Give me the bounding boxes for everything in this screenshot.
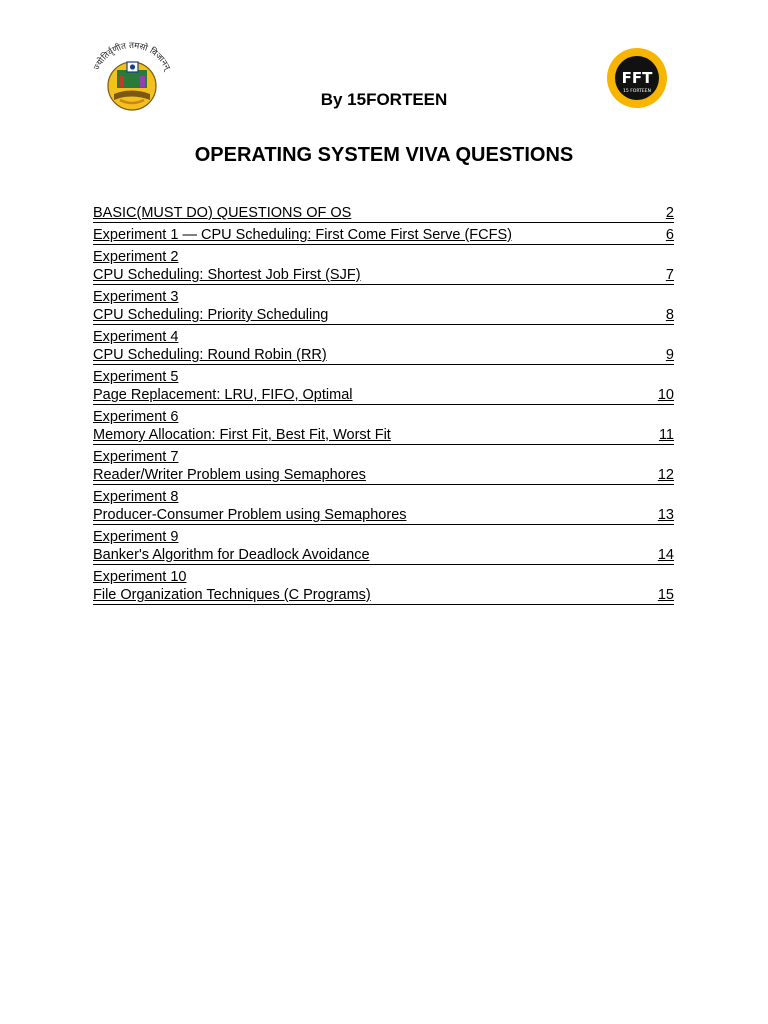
toc-entry-page-number: 7 <box>665 267 674 283</box>
table-of-contents <box>93 204 674 608</box>
toc-entry-page-number: 13 <box>657 507 674 523</box>
toc-entry-title: Experiment 1 — CPU Scheduling: First Come First Serve (FCFS) <box>93 227 512 243</box>
toc-entry-page-number: 12 <box>657 467 674 483</box>
toc-entry-row <box>93 306 674 324</box>
toc-entry[interactable] <box>93 528 674 565</box>
toc-entry-page-number: 10 <box>657 387 674 403</box>
toc-entry-title: CPU Scheduling: Round Robin (RR) <box>93 347 327 363</box>
byline: By 15FORTEEN <box>320 90 448 109</box>
toc-entry[interactable] <box>93 448 674 485</box>
toc-entry[interactable] <box>93 248 674 285</box>
toc-entry-heading: Experiment 7 <box>93 449 179 465</box>
toc-entry-page-number: 11 <box>658 427 674 443</box>
toc-entry-page-number: 14 <box>657 547 674 563</box>
toc-entry[interactable] <box>93 488 674 525</box>
toc-entry-row <box>93 266 674 284</box>
toc-entry[interactable] <box>93 204 674 223</box>
toc-entry-heading: Experiment 9 <box>93 529 179 545</box>
toc-entry[interactable] <box>93 288 674 325</box>
toc-entry-heading: Experiment 5 <box>93 369 179 385</box>
toc-entry[interactable] <box>93 568 674 605</box>
toc-entry-heading: Experiment 2 <box>93 249 179 265</box>
toc-entry-title: Banker's Algorithm for Deadlock Avoidance <box>93 547 370 563</box>
fft-logo-text: FFT <box>621 69 653 87</box>
document-title: OPERATING SYSTEM VIVA QUESTIONS <box>194 144 574 166</box>
toc-entry-page-number: 2 <box>665 205 674 221</box>
toc-entry-title: Reader/Writer Problem using Semaphores <box>93 467 366 483</box>
toc-entry[interactable] <box>93 408 674 445</box>
toc-entry-heading: Experiment 6 <box>93 409 179 425</box>
toc-entry-row <box>93 226 674 244</box>
fft-logo-subtext: 15 FORTEEN <box>623 89 651 94</box>
toc-entry-heading: Experiment 8 <box>93 489 179 505</box>
toc-entry-row <box>93 346 674 364</box>
toc-entry[interactable] <box>93 328 674 365</box>
toc-entry[interactable] <box>93 368 674 405</box>
toc-entry-page-number: 8 <box>665 307 674 323</box>
toc-entry-row <box>93 386 674 404</box>
toc-entry-title: Producer-Consumer Problem using Semaphores <box>93 507 407 523</box>
toc-entry-row <box>93 466 674 484</box>
university-motto: ज्योतिर्वृणीत तमसो विजानन् <box>92 40 172 72</box>
toc-entry-title: Page Replacement: LRU, FIFO, Optimal <box>93 387 353 403</box>
toc-entry-title: Memory Allocation: First Fit, Best Fit, Worst Fit <box>93 427 391 443</box>
toc-entry-title: File Organization Techniques (C Programs) <box>93 587 371 603</box>
toc-entry-row <box>93 426 674 444</box>
toc-entry-heading: Experiment 10 <box>93 569 187 585</box>
toc-entry-row <box>93 204 674 222</box>
toc-entry[interactable] <box>93 226 674 245</box>
toc-entry-heading: Experiment 4 <box>93 329 179 345</box>
toc-entry-page-number: 15 <box>657 587 674 603</box>
toc-entry-row <box>93 506 674 524</box>
toc-entry-title: CPU Scheduling: Priority Scheduling <box>93 307 329 323</box>
toc-entry-title: BASIC(MUST DO) QUESTIONS OF OS <box>93 205 352 221</box>
toc-entry-page-number: 9 <box>665 347 674 363</box>
toc-entry-page-number: 6 <box>665 227 674 243</box>
toc-entry-heading: Experiment 3 <box>93 289 179 305</box>
toc-entry-row <box>93 546 674 564</box>
toc-entry-row <box>93 586 674 604</box>
toc-entry-title: CPU Scheduling: Shortest Job First (SJF) <box>93 267 361 283</box>
